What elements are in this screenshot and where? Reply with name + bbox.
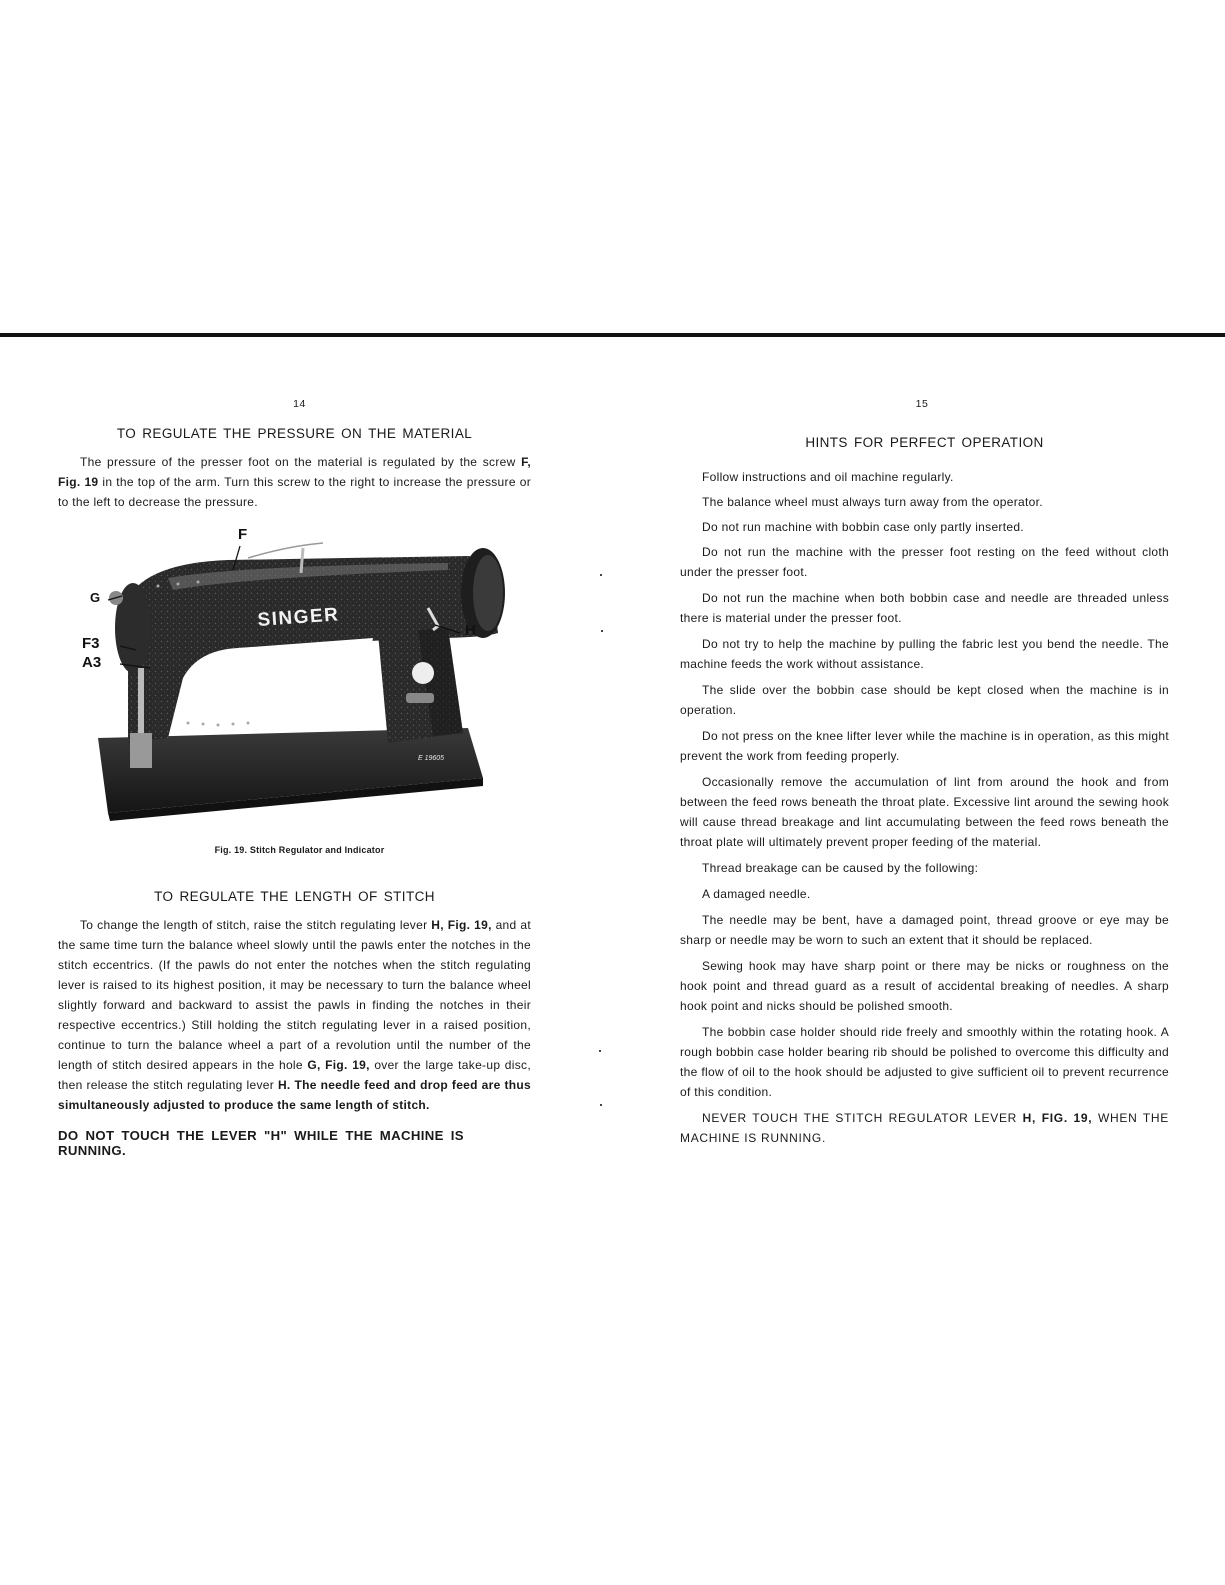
- figure-label-g: G: [90, 590, 101, 605]
- page-number: 14: [293, 398, 306, 410]
- text-run: over the large take-up disc, then release the stitch regulating lever: [58, 1058, 531, 1092]
- text-run: and at the same time turn the balance wheel slowly until the pawls enter the notches in the stitch eccentrics. (If the pawls do not enter the notches when the stitch regulating lever is raised to its highest position, it may be necessary to turn the balance wheel slightly forward and backward to assist the pawls in finding the notches in their respective eccentrics.) Still holding the stitch regulating lever in a raised position, continue to turn the balance wheel a part of a revolution until the number of the length of stitch desired appears in the hole: [58, 918, 531, 1072]
- pressure-paragraph: [58, 452, 531, 512]
- scan-speck: [601, 630, 603, 632]
- hint-paragraph: Follow instructions and oil machine regularly.: [702, 470, 954, 484]
- text-run: NEVER TOUCH THE STITCH REGULATOR LEVER: [702, 1111, 1023, 1125]
- section-heading-pressure: TO REGULATE THE PRESSURE ON THE MATERIAL: [116, 426, 473, 441]
- sewing-machine-figure: [82, 526, 508, 828]
- hint-paragraph: Do not run machine with bobbin case only partly inserted.: [702, 520, 1024, 534]
- right-page: [680, 398, 1169, 1154]
- figure-label-h: H: [465, 622, 476, 639]
- left-page: [58, 398, 531, 1158]
- hint-paragraph: The balance wheel must always turn away from the operator.: [702, 495, 1043, 509]
- hint-paragraph: The bobbin case holder should ride freely and smoothly within the rotating hook. A rough bobbin case holder bearing rib should be polished to overcome this difficulty and the flow of oil to the hook should be adjusted to give sufficient oil to prevent recurrence of this condition.: [680, 1025, 1169, 1099]
- hint-paragraph: A damaged needle.: [702, 887, 811, 901]
- hint-paragraph: Do not run the machine with the presser foot resting on the feed without cloth under the presser foot.: [680, 545, 1169, 579]
- hint-paragraph: Do not try to help the machine by pulling the fabric lest you bend the needle. The machine feeds the work without assistance.: [680, 637, 1169, 671]
- hint-paragraph: Sewing hook may have sharp point or there may be nicks or roughness on the hook point and thread guard as a result of accidental breaking of needles. A sharp hook point and nicks should be polished smooth.: [680, 959, 1169, 1013]
- text-run: WHEN THE MACHINE IS RUNNING.: [680, 1111, 1169, 1145]
- bold-reference: G, Fig. 19,: [307, 1058, 370, 1072]
- hint-paragraph: The needle may be bent, have a damaged point, thread groove or eye may be sharp or needle may be worn to such an extent that it should be replaced.: [680, 913, 1169, 947]
- figure-label-f3: F3: [82, 635, 100, 652]
- scan-speck: [600, 1104, 602, 1106]
- bold-reference: F, Fig. 19: [58, 455, 531, 489]
- length-paragraph: [58, 915, 531, 1115]
- hint-paragraph: Occasionally remove the accumulation of lint from around the hook and from between the feed rows beneath the throat plate. Excessive lint around the sewing hook will cause thread breakage and lint accumulating between the feed rows beneath the throat plate will ultimately prevent proper feeding of the material.: [680, 775, 1169, 849]
- hint-paragraph: Thread breakage can be caused by the following:: [702, 861, 979, 875]
- hint-paragraph: Do not press on the knee lifter lever while the machine is in operation, as this might prevent the work from feeding properly.: [680, 729, 1169, 763]
- figure-label-a3: A3: [82, 654, 102, 671]
- scan-speck: [599, 1050, 601, 1052]
- bold-text: H. The needle feed and drop feed are thus simultaneously adjusted to produce the same length of stitch.: [58, 1078, 531, 1112]
- sewing-machine-illustration: [88, 538, 508, 828]
- hint-paragraph: Do not run the machine when both bobbin case and needle are threaded unless there is material under the presser foot.: [680, 591, 1169, 625]
- hint-paragraph: The slide over the bobbin case should be kept closed when the machine is in operation.: [680, 683, 1169, 717]
- page-top-rule: [0, 333, 1225, 337]
- figure-caption: Fig. 19. Stitch Regulator and Indicator: [214, 845, 385, 855]
- scan-speck: [600, 574, 602, 576]
- warning-text: DO NOT TOUCH THE LEVER "H" WHILE THE MACHINE IS RUNNING.: [58, 1128, 464, 1158]
- bold-reference: H, FIG. 19,: [1022, 1111, 1093, 1125]
- text-run: The pressure of the presser foot on the material is regulated by the screw: [80, 455, 522, 469]
- page-number: 15: [915, 398, 929, 410]
- brand-logo: SINGER: [256, 604, 341, 631]
- figure-label-f: F: [238, 526, 248, 543]
- text-run: To change the length of stitch, raise the stitch regulating lever: [80, 918, 432, 932]
- section-heading-length: TO REGULATE THE LENGTH OF STITCH: [154, 889, 435, 904]
- serial-number: E 19605: [418, 755, 445, 762]
- bold-reference: H, Fig. 19,: [431, 918, 492, 932]
- final-warning-paragraph: [680, 1108, 1169, 1148]
- text-run: in the top of the arm. Turn this screw to the right to increase the pressure or to the left to decrease the pressure.: [58, 475, 531, 509]
- section-heading-hints: HINTS FOR PERFECT OPERATION: [805, 435, 1044, 450]
